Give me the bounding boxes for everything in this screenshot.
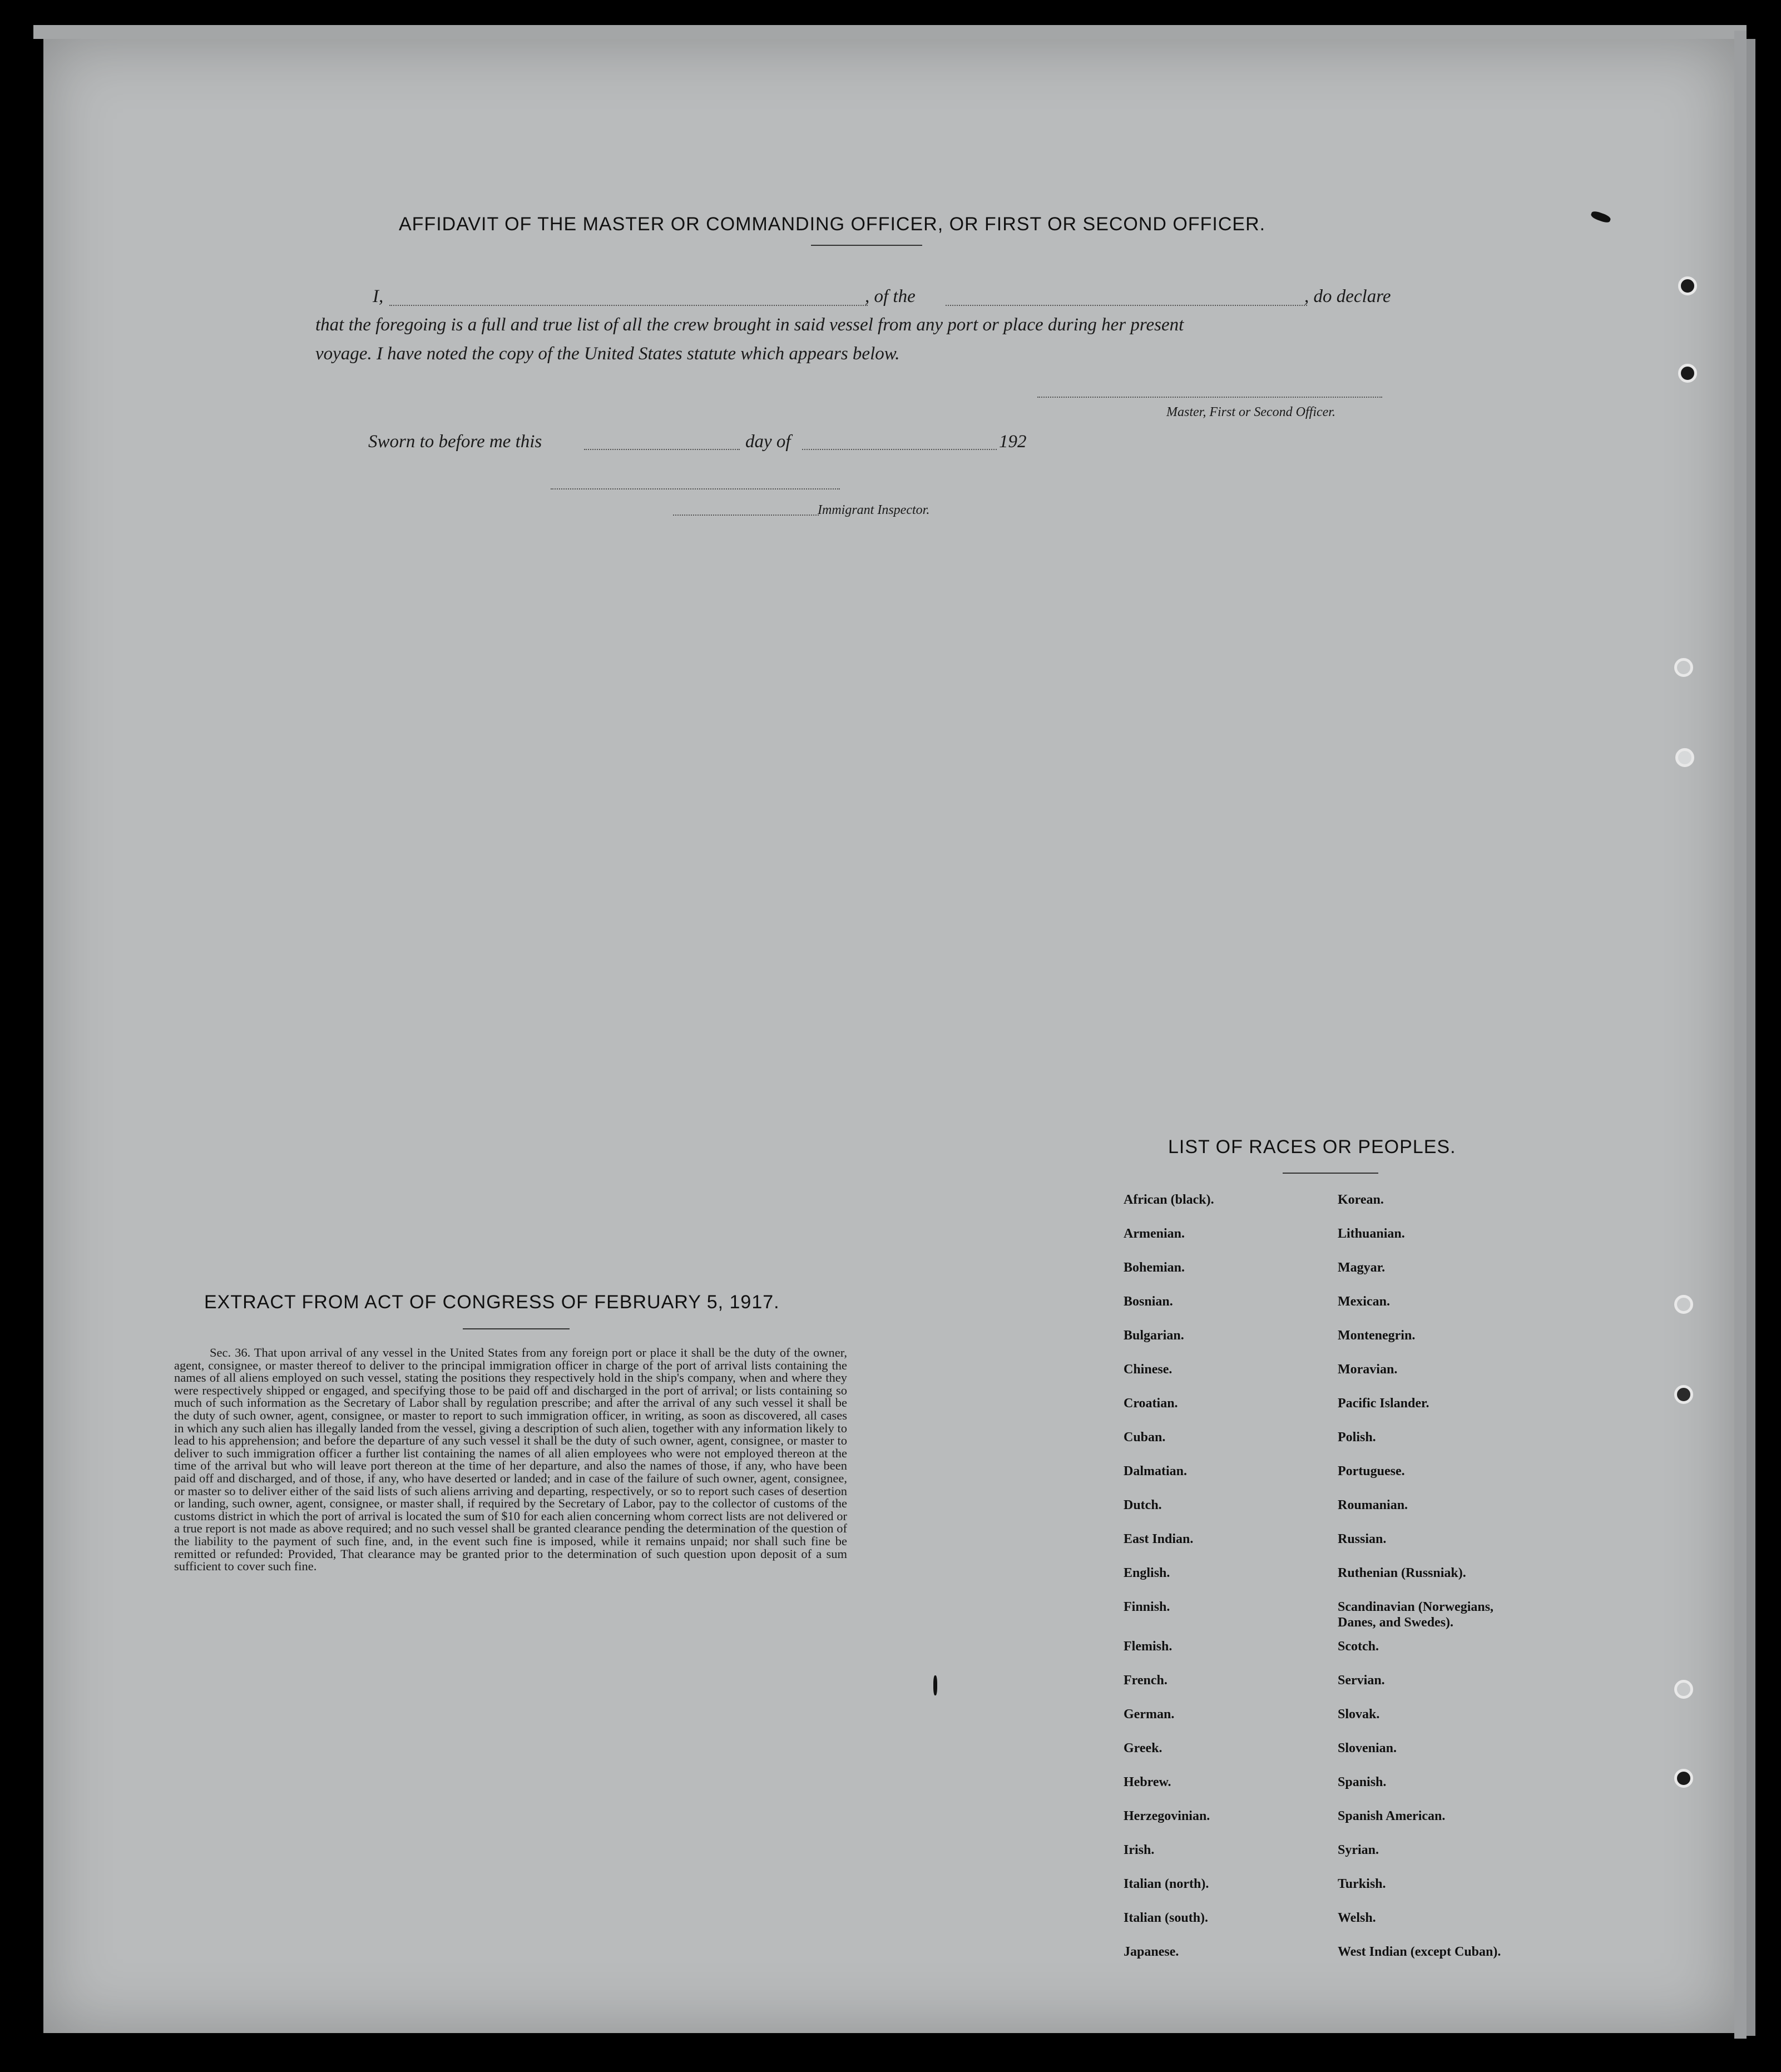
sworn-day-of: day of (745, 432, 791, 452)
race-item: Moravian. (1338, 1362, 1398, 1377)
race-item: English. (1124, 1566, 1170, 1580)
race-item: Turkish. (1338, 1877, 1386, 1891)
ink-mark (933, 1675, 937, 1695)
page-top-edge (33, 25, 1747, 39)
race-item: French. (1124, 1673, 1167, 1688)
affidavit-line1-of-the: , of the (865, 286, 916, 306)
extract-title: EXTRACT FROM ACT OF CONGRESS OF FEBRUARY 5, 1917. (204, 1292, 780, 1313)
inspector-label: Immigrant Inspector. (818, 503, 930, 517)
race-item: Roumanian. (1338, 1498, 1408, 1512)
race-item: Bosnian. (1124, 1294, 1173, 1309)
race-item: Magyar. (1338, 1260, 1386, 1275)
race-item: Slovak. (1338, 1707, 1380, 1722)
race-item: Cuban. (1124, 1430, 1166, 1445)
race-item: Polish. (1338, 1430, 1376, 1445)
race-item: Servian. (1338, 1673, 1385, 1688)
race-item: Irish. (1124, 1843, 1155, 1857)
race-item: Bohemian. (1124, 1260, 1185, 1275)
page-edge-right (1734, 31, 1747, 2039)
position-blank (946, 305, 1307, 306)
race-item: Scandinavian (Norwegians, Danes, and Swedes). (1338, 1600, 1494, 1630)
race-item: Syrian. (1338, 1843, 1379, 1857)
race-item: Montenegrin. (1338, 1328, 1416, 1343)
race-item: Lithuanian. (1338, 1227, 1405, 1241)
race-item: Korean. (1338, 1193, 1384, 1207)
race-item: German. (1124, 1707, 1175, 1722)
race-item: Herzegovinian. (1124, 1809, 1210, 1823)
binder-hole (1675, 748, 1694, 767)
race-item: Slovenian. (1338, 1741, 1397, 1755)
extract-title-rule (463, 1328, 570, 1329)
sworn-text: Sworn to before me this (368, 432, 542, 452)
race-item: Bulgarian. (1124, 1328, 1184, 1343)
sworn-month-blank (802, 449, 997, 450)
affidavit-line2: that the foregoing is a full and true list of all the crew brought in said vessel from any port or place during her present (315, 315, 1184, 335)
race-item: African (black). (1124, 1193, 1214, 1207)
race-item: Flemish. (1124, 1639, 1173, 1654)
race-item: Japanese. (1124, 1945, 1179, 1959)
race-item: Italian (north). (1124, 1877, 1209, 1891)
race-item: Scotch. (1338, 1639, 1379, 1654)
race-item: Ruthenian (Russniak). (1338, 1566, 1466, 1580)
race-item: Dalmatian. (1124, 1464, 1187, 1478)
name-blank (389, 305, 868, 306)
race-item: Finnish. (1124, 1600, 1170, 1614)
binder-hole (1678, 364, 1697, 383)
race-item: Dutch. (1124, 1498, 1162, 1512)
page-edge-right-back (1747, 39, 1755, 2036)
race-item: Portuguese. (1338, 1464, 1405, 1478)
statute-text: Sec. 36. That upon arrival of any vessel in the United States from any foreign port or place it shall be the duty of the owner, agent, consignee, or master thereof to deliver to the principal immigration officer in charge of the port of arrival lists containing the names of all aliens employed on such vessel, stating the positions they respectively hold in the ship's company, when and where they were respectively shipped or engaged, and specifying those to be paid off and discharged in the port of arrival; or lists containing so much of such information as the Secretary of Labor shall by regulation prescribe; and after the arrival of any such vessel it shall be the duty of such owner, agent, consignee, or master to report to such immigration officer, in writing, as soon as discovered, all cases in which any such alien has illegally landed from the vessel, giving a description of such alien, together with any information likely to lead to his apprehension; and before the departure of any such vessel it shall be the duty of such owner, agent, consignee, or master to deliver to such immigration officer a further list containing the names of all alien employees who were not employed thereon at the time of the arrival but who will leave port thereon at the time of her departure, and also the names of those, if any, who have been paid off and discharged, and of those, if any, who have deserted or landed; and in case of the failure of such owner, agent, consignee, or master so to deliver either of the said lists of such aliens arriving and departing, respectively, or so to report such cases of desertion or landing, such owner, agent, consignee, or master shall, if required by the Secretary of Labor, pay to the collector of customs of the customs district in which the port of arrival is located the sum of $10 for each alien concerning whom correct lists are not delivered or a true report is not made as above required; and no such vessel shall be granted clearance pending the determination of the question of the liability to the payment of such fine, and, in the event such fine is imposed, while it remains unpaid; nor shall such fine be remitted or refunded: Provided, That clearance may be granted prior to the determination of such question upon deposit of a sum sufficient to cover such fine. (174, 1346, 847, 1574)
races-title: LIST OF RACES OR PEOPLES. (1168, 1136, 1456, 1158)
affidavit-line1-start: I, (373, 286, 384, 306)
race-item: Spanish American. (1338, 1809, 1446, 1823)
sworn-year: 192 (999, 432, 1027, 452)
binder-hole (1678, 276, 1697, 295)
inspector-signature-blank-2 (673, 515, 819, 516)
race-item: Mexican. (1338, 1294, 1390, 1309)
race-item: Hebrew. (1124, 1775, 1171, 1789)
binder-hole (1674, 1385, 1693, 1404)
race-item: Spanish. (1338, 1775, 1387, 1789)
affidavit-title: AFFIDAVIT OF THE MASTER OR COMMANDING OFFICER, OR FIRST OR SECOND OFFICER. (399, 214, 1266, 235)
affidavit-line3: voyage. I have noted the copy of the United States statute which appears below. (315, 344, 900, 364)
binder-hole (1674, 1295, 1693, 1314)
signature-label: Master, First or Second Officer. (1166, 405, 1335, 419)
race-item: Croatian. (1124, 1396, 1178, 1411)
binder-hole (1674, 1680, 1693, 1699)
race-item: Welsh. (1338, 1911, 1376, 1925)
race-item: Russian. (1338, 1532, 1387, 1546)
sworn-day-blank (584, 449, 740, 450)
race-item: Pacific Islander. (1338, 1396, 1429, 1411)
race-item: Armenian. (1124, 1227, 1185, 1241)
inspector-signature-blank (551, 488, 840, 489)
race-item: West Indian (except Cuban). (1338, 1945, 1501, 1959)
signature-blank (1037, 397, 1382, 398)
binder-hole (1674, 1769, 1693, 1788)
race-item: Chinese. (1124, 1362, 1173, 1377)
binder-hole (1674, 658, 1693, 677)
race-item: East Indian. (1124, 1532, 1194, 1546)
affidavit-title-rule (811, 245, 922, 246)
race-item: Italian (south). (1124, 1911, 1209, 1925)
races-title-rule (1283, 1173, 1378, 1174)
race-item: Greek. (1124, 1741, 1162, 1755)
affidavit-line1-declare: , do declare (1304, 286, 1391, 306)
races-list (1124, 1192, 1546, 1978)
